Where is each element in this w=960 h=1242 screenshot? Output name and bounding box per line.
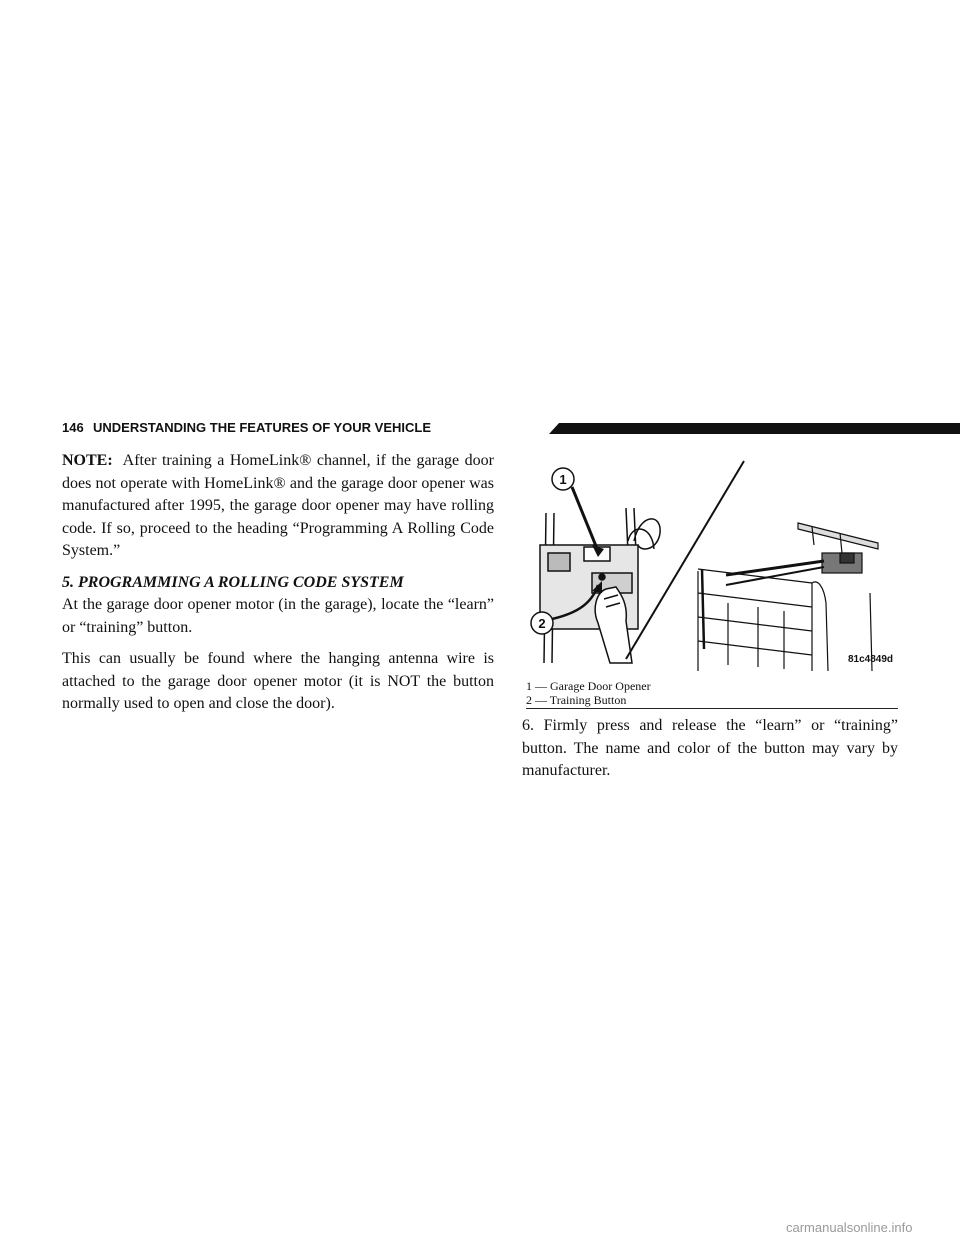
page-header	[62, 417, 900, 439]
left-column	[62, 450, 494, 725]
page-number: 146	[62, 420, 84, 435]
illustration-divider	[626, 461, 744, 659]
illustration-svg	[522, 453, 898, 681]
paragraph-button-location: This can usually be found where the hanging antenna wire is attached to the garage door opener motor (it is NOT the button normally used to open and close the door).	[62, 650, 494, 712]
watermark: carmanualsonline.info	[786, 1220, 913, 1235]
paragraph-press-button: 6. Firmly press and release the “learn” or “training” button. The name and color of the button may vary by manufacturer.	[522, 717, 898, 779]
section-title: UNDERSTANDING THE FEATURES OF YOUR VEHICLE	[93, 420, 432, 435]
figure-code: 81c4849d	[848, 654, 894, 665]
caption-item-2: 2 — Training Button	[526, 692, 627, 707]
svg-text:1: 1	[559, 472, 567, 487]
right-column	[522, 715, 898, 783]
paragraph-locate-button: At the garage door opener motor (in the garage), locate the “learn” or “training” button.	[62, 596, 494, 636]
garage-opener-illustration	[522, 453, 898, 681]
note-text: After training a HomeLink® channel, if the garage door does not operate with HomeLink® and the garage door opener was manufactured after 1995, the garage door opener may have rolling code. If so, proceed to the heading “Programming A Rolling Code System.”	[62, 452, 494, 559]
note-label: NOTE:	[62, 452, 113, 469]
caption-item-1: 1 — Garage Door Opener	[526, 679, 651, 693]
header-bar	[549, 423, 960, 434]
garage-scene	[698, 523, 878, 671]
figure-caption	[526, 680, 898, 709]
section-heading: 5. PROGRAMMING A ROLLING CODE SYSTEM	[62, 573, 404, 591]
svg-text:2: 2	[538, 616, 546, 631]
callout-1	[552, 468, 604, 557]
note-paragraph	[62, 450, 494, 563]
